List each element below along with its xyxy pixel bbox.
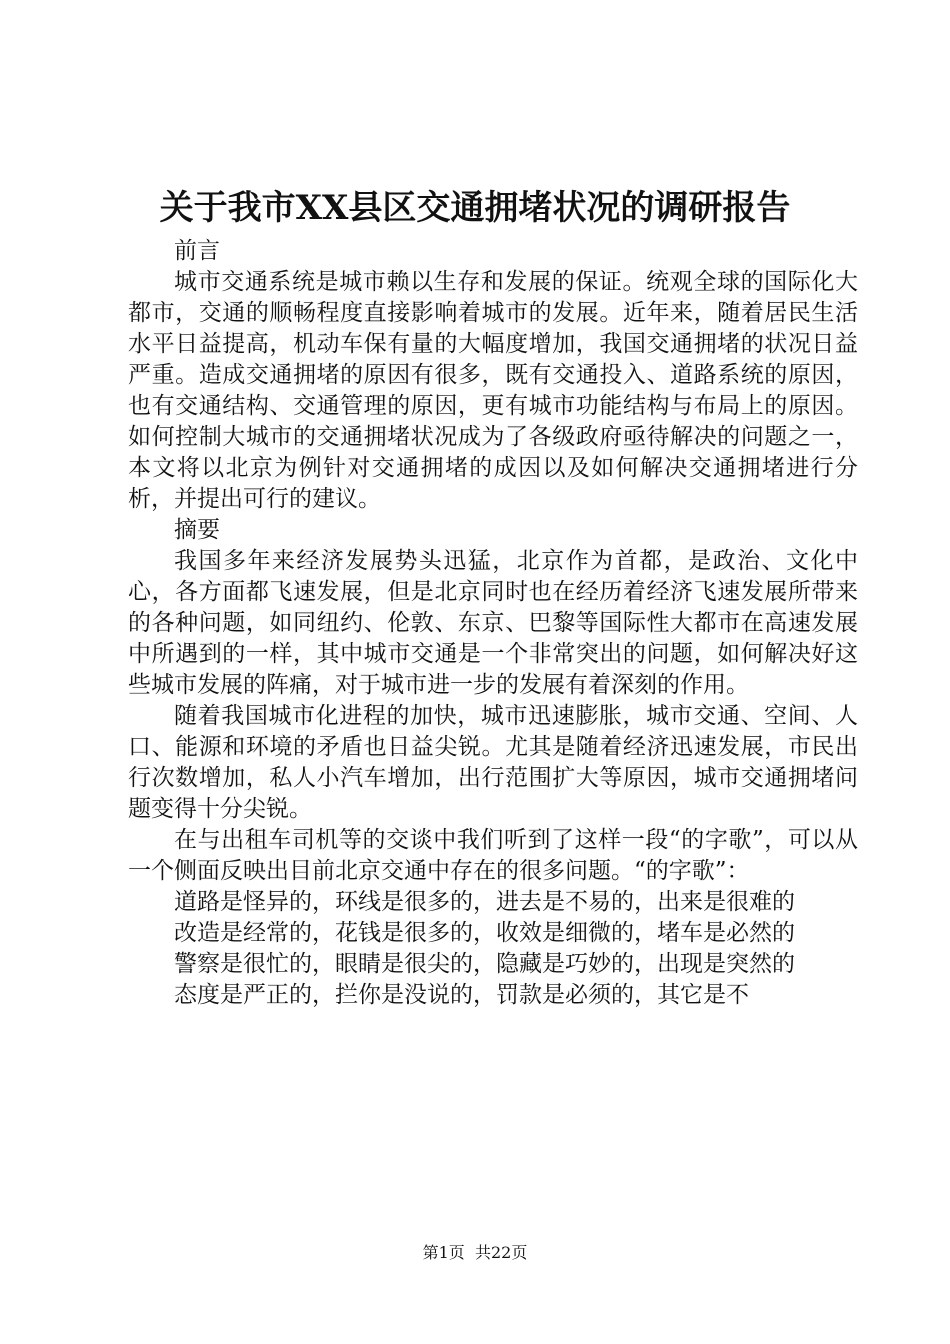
- section-heading-preface: 前言: [174, 238, 220, 264]
- total-pages: 共22页: [474, 1243, 528, 1262]
- verse-line: 改造是经常的，花钱是很多的，收效是细微的，堵车是必然的: [174, 920, 795, 946]
- section-heading-abstract: 摘要: [174, 517, 220, 543]
- paragraph: 随着我国城市化进程的加快，城市迅速膨胀，城市交通、空间、人口、能源和环境的矛盾也日益尖锐。尤其是随着经济迅速发展，市民出行次数增加，私人小汽车增加，出行范围扩大等原因，城市交通拥堵问题变得十分尖锐。: [128, 703, 858, 822]
- document-title: 关于我市XX县区交通拥堵状况的调研报告: [159, 188, 791, 228]
- paragraph: 在与出租车司机等的交谈中我们听到了这样一段“的字歌”，可以从一个侧面反映出目前北京交通中存在的很多问题。“的字歌”：: [128, 827, 858, 884]
- footer-spacer: [465, 1243, 475, 1262]
- verse-line: 警察是很忙的，眼睛是很尖的，隐藏是巧妙的，出现是突然的: [174, 951, 795, 977]
- verse-line: 态度是严正的，拦你是没说的，罚款是必须的，其它是不: [174, 982, 749, 1008]
- paragraph: 我国多年来经济发展势头迅猛，北京作为首都，是政治、文化中心，各方面都飞速发展，但是北京同时也在经历着经济飞速发展所带来的各种问题，如同纽约、伦敦、东京、巴黎等国际性大都市在高速发展中所遇到的一样，其中城市交通是一个非常突出的问题，如何解决好这些城市发展的阵痛，对于城市进一步的发展有着深刻的作用。: [128, 548, 858, 698]
- paragraph: 城市交通系统是城市赖以生存和发展的保证。统观全球的国际化大都市，交通的顺畅程度直接影响着城市的发展。近年来，随着居民生活水平日益提高，机动车保有量的大幅度增加，我国交通拥堵的状况日益严重。造成交通拥堵的原因有很多，既有交通投入、道路系统的原因，也有交通结构、交通管理的原因，更有城市功能结构与布局上的原因。如何控制大城市的交通拥堵状况成为了各级政府亟待解决的问题之一，本文将以北京为例针对交通拥堵的成因以及如何解决交通拥堵进行分析，并提出可行的建议。: [128, 269, 858, 512]
- page-footer: [0, 1241, 950, 1265]
- document-body: [128, 236, 858, 1011]
- verse-line: 道路是怪异的，环线是很多的，进去是不易的，出来是很难的: [174, 889, 795, 915]
- page-number: 第1页: [422, 1243, 465, 1262]
